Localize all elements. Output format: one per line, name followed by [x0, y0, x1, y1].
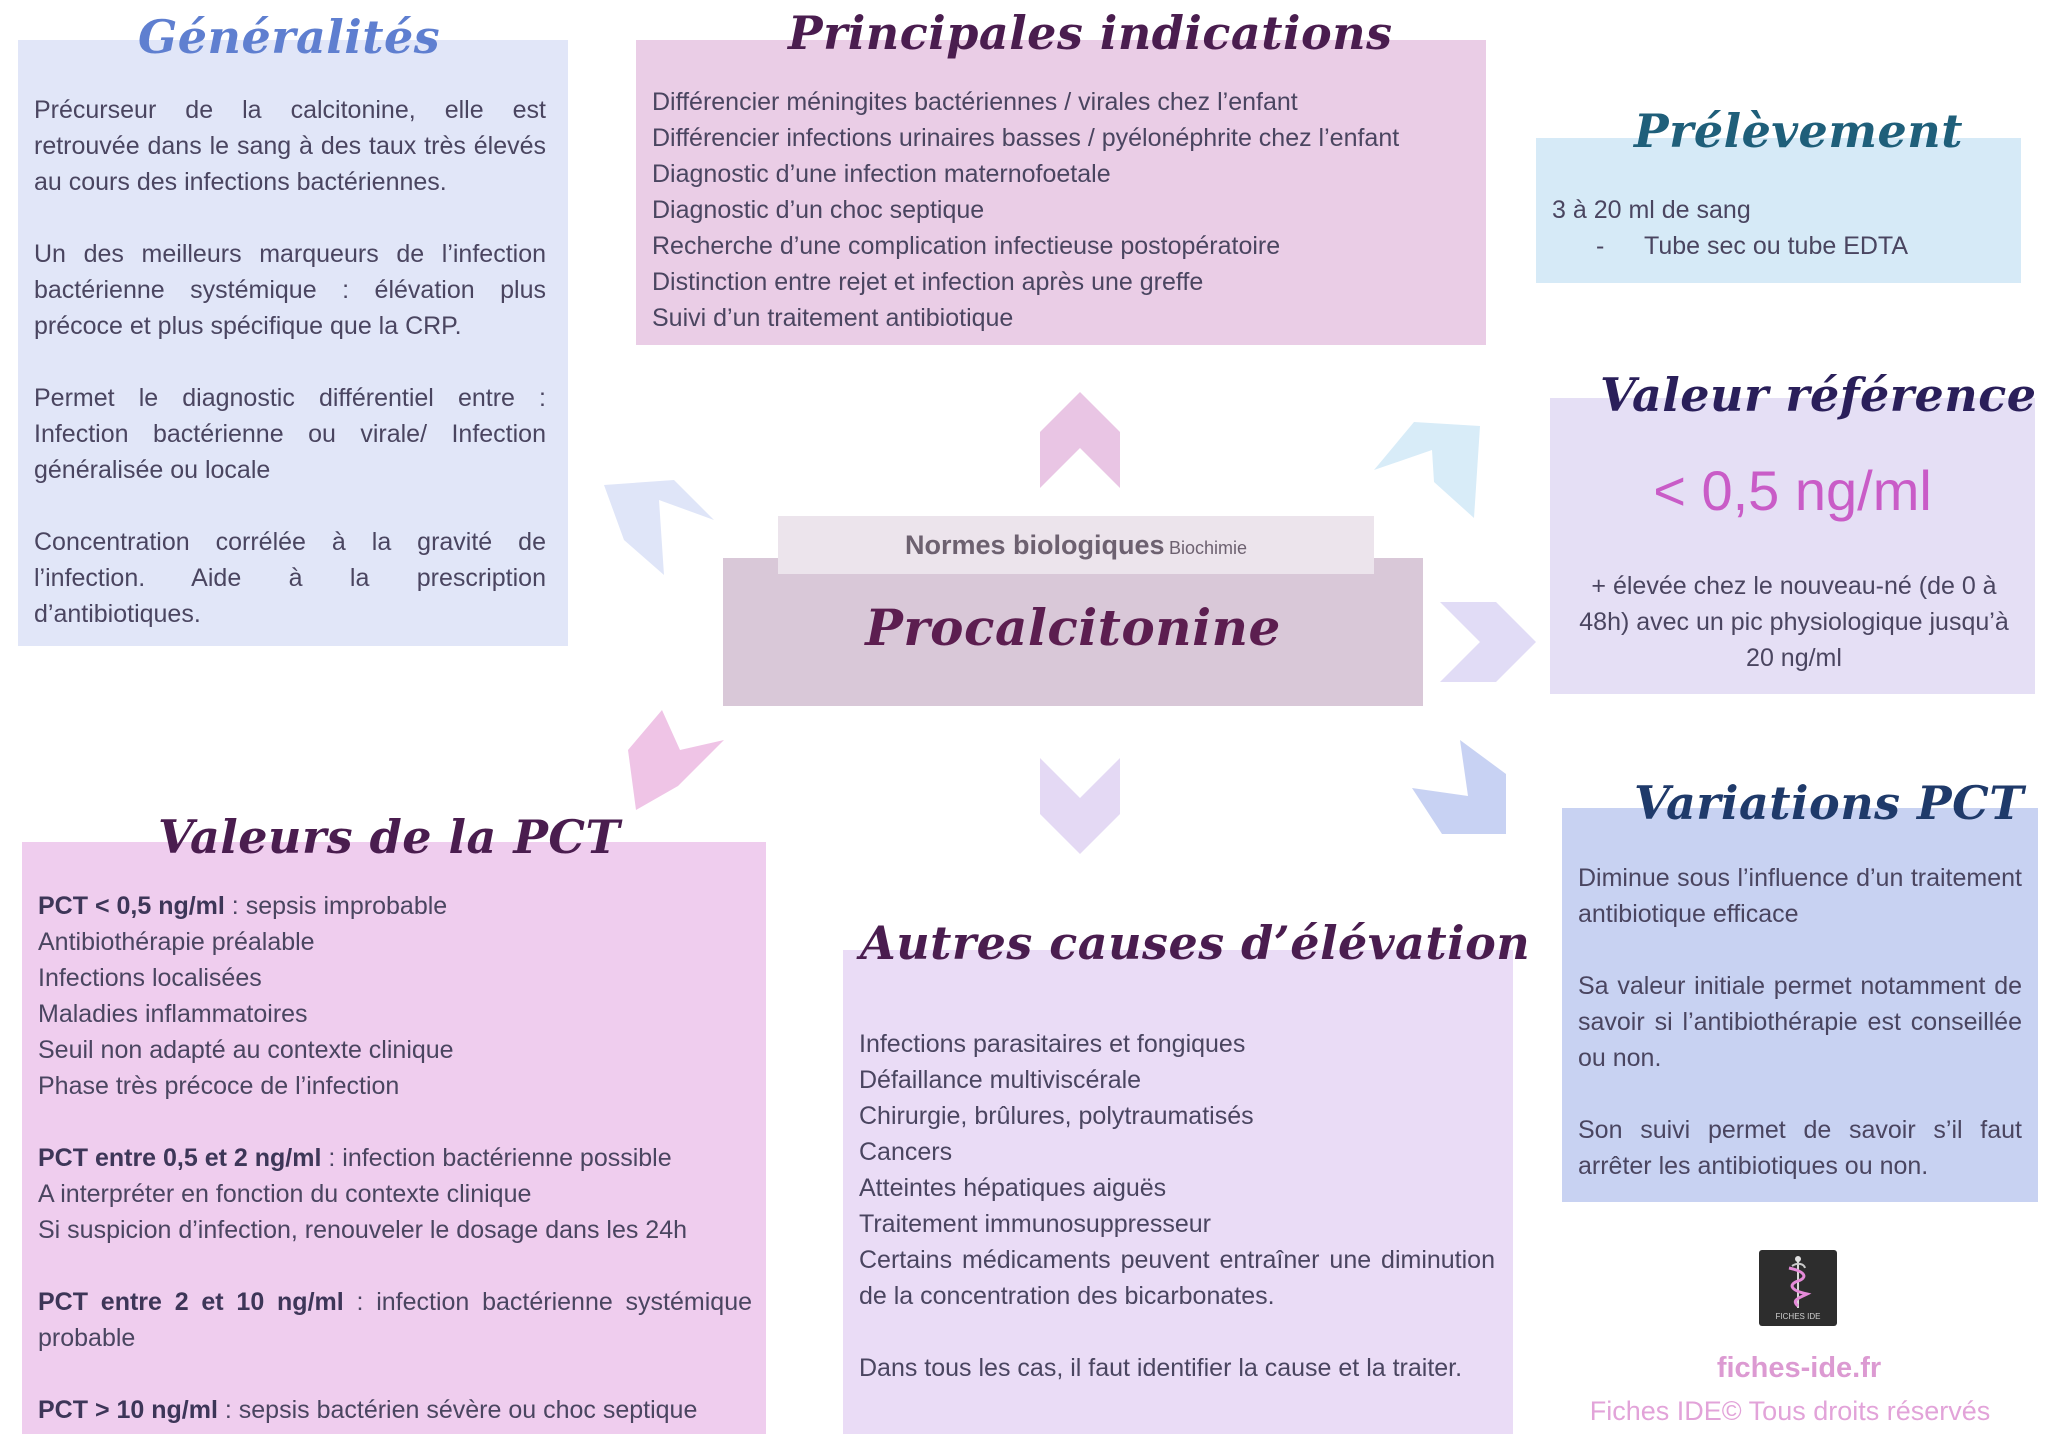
indication-item: Diagnostic d’un choc septique — [652, 196, 985, 224]
arrow-down-left-icon — [628, 710, 728, 810]
indication-item: Diagnostic d’une infection maternofoetale — [652, 160, 1111, 188]
center-title: Procalcitonine — [865, 598, 1281, 657]
generalites-text — [34, 92, 546, 632]
prelevement-volume: 3 à 20 ml de sang — [1552, 196, 1751, 224]
cause-item: Infections parasitaires et fongiques — [859, 1030, 1246, 1058]
pct-detail: Antibiothérapie préalable — [38, 928, 315, 956]
logo — [1759, 1250, 1837, 1326]
caduceus-icon — [1759, 1252, 1837, 1312]
generalites-paragraph: Concentration corrélée à la gravité de l’infection. Aide à la prescription d’antibiotiques. — [34, 528, 546, 628]
autres-causes-text — [859, 1026, 1495, 1386]
prelevement-text — [1552, 192, 2012, 264]
prelevement-tube-line — [1552, 228, 2012, 264]
pct-range-meaning: : infection bactérienne possible — [321, 1144, 672, 1172]
prelevement-tube: Tube sec ou tube EDTA — [1644, 232, 1909, 260]
pct-detail: Maladies inflammatoires — [38, 1000, 308, 1028]
pct-range-meaning: : infection bactérienne systémique probable — [38, 1288, 752, 1352]
cause-item: Certains médicaments peuvent entraîner une diminution de la concentration des bicarbonates. — [859, 1246, 1495, 1310]
indications-title: Principales indications — [788, 6, 1393, 60]
generalites-paragraph: Précurseur de la calcitonine, elle est retrouvée dans le sang à des taux très élevés au cours des infections bactériennes. — [34, 96, 546, 196]
pct-range-label: PCT < 0,5 ng/ml — [38, 892, 225, 920]
pct-detail: A interpréter en fonction du contexte clinique — [38, 1180, 532, 1208]
arrow-up-left-icon — [604, 480, 714, 580]
autres-causes-title: Autres causes d’élévation — [860, 916, 1531, 970]
cause-conclusion: Dans tous les cas, il faut identifier la cause et la traiter. — [859, 1354, 1463, 1382]
prelevement-title: Prélèvement — [1634, 104, 1963, 158]
pct-range-label: PCT entre 2 et 10 ng/ml — [38, 1288, 344, 1316]
reference-title: Valeur référence — [1600, 368, 2037, 422]
center-header-main: Normes biologiques — [904, 530, 1165, 560]
variations-text — [1578, 860, 2022, 1184]
cause-item: Cancers — [859, 1138, 953, 1166]
indication-item: Différencier infections urinaires basses / pyélonéphrite chez l’enfant — [652, 124, 1400, 152]
cause-item: Défaillance multiviscérale — [859, 1066, 1142, 1094]
generalites-paragraph: Permet le diagnostic différentiel entre : Infection bactérienne ou virale/ Infection généralisée ou locale — [34, 384, 546, 484]
arrow-down-right-icon — [1412, 740, 1506, 834]
pct-range-meaning: : sepsis improbable — [224, 892, 448, 920]
center-header-sub: Biochimie — [1168, 538, 1248, 558]
valeurs-pct-text — [38, 888, 752, 1428]
cause-item: Atteintes hépatiques aiguës — [859, 1174, 1167, 1202]
generalites-paragraph: Un des meilleurs marqueurs de l’infection bactérienne systémique : élévation plus précoce et plus spécifique que la CRP. — [34, 240, 546, 340]
logo-text: FICHES IDE — [1775, 1312, 1821, 1321]
center-header-panel — [778, 516, 1374, 574]
valeurs-pct-title: Valeurs de la PCT — [158, 810, 621, 864]
pct-detail: Phase très précoce de l’infection — [38, 1072, 400, 1100]
footer-site[interactable]: fiches-ide.fr — [1716, 1352, 1882, 1384]
variations-paragraph: Sa valeur initiale permet notamment de savoir si l’antibiothérapie est conseillée ou non. — [1578, 972, 2022, 1072]
pct-detail: Seuil non adapté au contexte clinique — [38, 1036, 454, 1064]
variations-paragraph: Son suivi permet de savoir s’il faut arrêter les antibiotiques ou non. — [1578, 1116, 2022, 1180]
cause-item: Traitement immunosuppresseur — [859, 1210, 1211, 1238]
pct-detail: Infections localisées — [38, 964, 262, 992]
pct-range-label: PCT > 10 ng/ml — [38, 1396, 218, 1424]
generalites-title: Généralités — [138, 10, 441, 64]
variations-title: Variations PCT — [1634, 776, 2024, 830]
arrow-right-icon — [1440, 602, 1536, 682]
reference-value: < 0,5 ng/ml — [1653, 459, 1932, 522]
indications-list — [652, 84, 1482, 336]
indication-item: Différencier méningites bactériennes / virales chez l’enfant — [652, 88, 1298, 116]
reference-note: + élevée chez le nouveau-né (de 0 à 48h) avec un pic physiologique jusqu’à 20 ng/ml — [1579, 572, 2009, 672]
arrow-up-icon — [1040, 392, 1120, 488]
pct-group-heading — [38, 888, 752, 924]
pct-group-heading — [38, 1284, 752, 1356]
footer-copyright: Fiches IDE© Tous droits réservés — [1589, 1396, 1991, 1426]
arrow-down-icon — [1040, 758, 1120, 854]
pct-group-heading — [38, 1140, 752, 1176]
bullet-dash: - — [1596, 232, 1605, 260]
pct-range-label: PCT entre 0,5 et 2 ng/ml — [38, 1144, 322, 1172]
indication-item: Recherche d’une complication infectieuse postopératoire — [652, 232, 1281, 260]
pct-detail: Si suspicion d’infection, renouveler le dosage dans les 24h — [38, 1216, 688, 1244]
cause-item: Chirurgie, brûlures, polytraumatisés — [859, 1102, 1254, 1130]
variations-paragraph: Diminue sous l’influence d’un traitement antibiotique efficace — [1578, 864, 2022, 928]
pct-group-heading — [38, 1392, 752, 1428]
indication-item: Distinction entre rejet et infection après une greffe — [652, 268, 1204, 296]
indication-item: Suivi d’un traitement antibiotique — [652, 304, 1014, 332]
pct-range-meaning: : sepsis bactérien sévère ou choc septique — [217, 1396, 698, 1424]
arrow-up-right-icon — [1374, 422, 1480, 522]
